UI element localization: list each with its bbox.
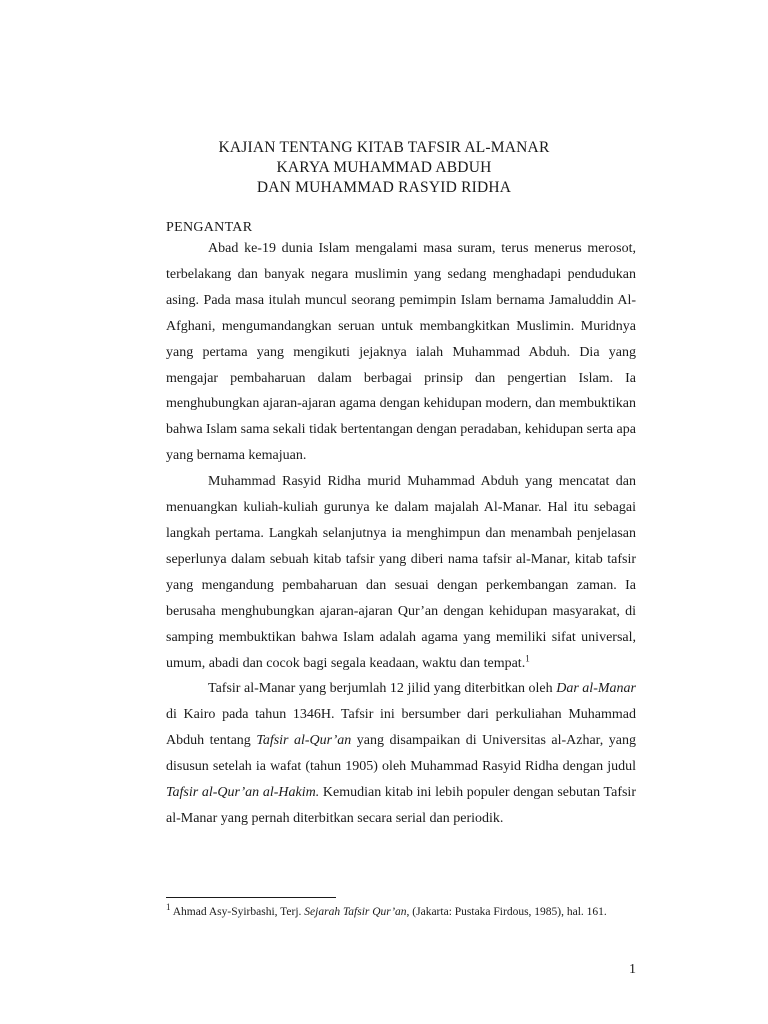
- paragraph-3-italic-1: Dar al-Manar: [556, 681, 636, 697]
- document-title: [0, 138, 768, 198]
- paragraph-3-text-2: di Kairo pada tahun 1346H. Tafsir ini bersumber dari perkuliahan Muhammad Abduh tentang: [166, 707, 636, 749]
- title-line-1: KAJIAN TENTANG KITAB TAFSIR AL-MANAR: [218, 139, 550, 156]
- paragraph-3-text-3: yang disampaikan di Universitas al-Azhar, yang disusun setelah ia wafat (tahun 1905) oleh Muhammad Rasyid Ridha dengan judul: [166, 733, 636, 775]
- paragraph-3-italic-3: Tafsir al-Qur’an al-Hakim.: [166, 785, 320, 801]
- section-heading: PENGANTAR: [166, 220, 253, 235]
- title-line-2: KARYA MUHAMMAD ABDUH: [276, 159, 492, 176]
- title-line-3: DAN MUHAMMAD RASYID RIDHA: [256, 179, 512, 196]
- footnote-text-1: Ahmad Asy-Syirbashi, Terj.: [170, 906, 305, 918]
- footnote-text-2: , (Jakarta: Pustaka Firdous, 1985), hal. 161.: [406, 906, 607, 918]
- footnote-number: 1: [166, 902, 171, 913]
- footnote-divider: [166, 897, 336, 898]
- paragraph-3-text-4: Kemudian kitab ini lebih populer dengan sebutan Tafsir al-Manar yang pernah diterbitkan secara serial dan periodik.: [166, 785, 636, 826]
- paragraph-3: [166, 676, 636, 831]
- body-text: [166, 236, 636, 832]
- footnote-reference[interactable]: 1: [525, 652, 530, 663]
- paragraph-2-text: Muhammad Rasyid Ridha murid Muhammad Abduh yang mencatat dan menuangkan kuliah-kuliah gurunya ke dalam majalah Al-Manar. Hal itu sebagai langkah pertama. Langkah selanjutnya ia menghimpun dan menambah penjelasan seperlunya dalam sebuah kitab tafsir yang diberi nama tafsir al-Manar, kitab tafsir yang mengandung pembaharuan dan sesuai dengan perkembangan zaman. Ia berusaha menghubungkan ajaran-ajaran Qur’an dengan kehidupan masyarakat, di samping membuktikan bahwa Islam adalah agama yang memiliki sifat universal, umum, abadi dan cocok bagi segala keadaan, waktu dan tempat.: [166, 474, 636, 671]
- page-number: 1: [629, 962, 636, 977]
- paragraph-3-italic-2: Tafsir al-Qur’an: [256, 733, 352, 749]
- footnote: [166, 904, 646, 920]
- paragraph-3-text-1: Tafsir al-Manar yang berjumlah 12 jilid yang diterbitkan oleh: [208, 681, 557, 697]
- footnote-italic-title: Sejarah Tafsir Qur’an: [304, 906, 407, 918]
- paragraph-2: [166, 469, 636, 676]
- paragraph-1: Abad ke-19 dunia Islam mengalami masa suram, terus menerus merosot, terbelakang dan banyak negara muslimin yang sedang menghadapi pendudukan asing. Pada masa itulah muncul seorang pemimpin Islam bernama Jamaluddin Al-Afghani, mengumandangkan seruan untuk membangkitkan Muslimin. Muridnya yang pertama yang mengikuti jejaknya ialah Muhammad Abduh. Dia yang mengajar pembaharuan dalam berbagai prinsip dan pengertian Islam. Ia menghubungkan ajaran-ajaran agama dengan kehidupan modern, dan membuktikan bahwa Islam sama sekali tidak bertentangan dengan peradaban, kehidupan serta apa yang bernama kemajuan.: [166, 241, 636, 464]
